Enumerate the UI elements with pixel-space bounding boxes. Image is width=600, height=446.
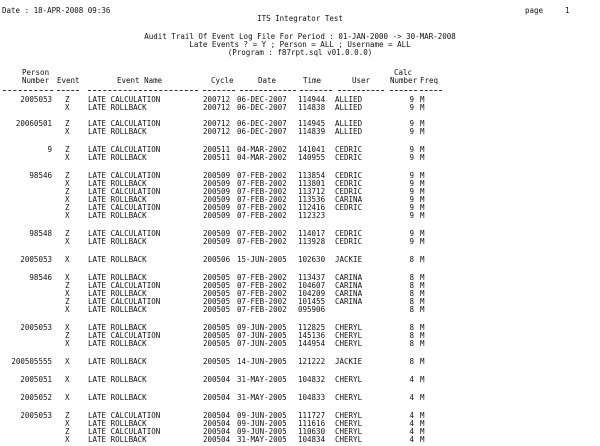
- cell-freq: M: [420, 419, 425, 428]
- table-row: [0, 154, 600, 162]
- cell-event-name: LATE CALCULATION: [88, 187, 161, 196]
- cell-date: 09-JUN-2005: [237, 419, 287, 428]
- table-row: [0, 376, 600, 384]
- cell-person-number: 200505555: [11, 357, 52, 366]
- cell-freq: M: [420, 375, 425, 384]
- cell-event-code: X: [65, 357, 70, 366]
- cell-person-number: 2005053: [20, 411, 52, 420]
- cell-calc-number: 9: [409, 179, 414, 188]
- cell-freq: M: [420, 357, 425, 366]
- cell-user: CARINA: [335, 195, 363, 204]
- cell-user: CHERYL: [335, 323, 363, 332]
- cell-time: 114838: [298, 103, 326, 112]
- header-user: User: [352, 76, 371, 85]
- cell-calc-number: 9: [409, 203, 414, 212]
- cell-event-code: X: [65, 289, 70, 298]
- cell-time: 114839: [298, 127, 326, 136]
- cell-time: 145136: [298, 331, 326, 340]
- cell-date: 07-FEB-2002: [237, 281, 287, 290]
- cell-time: 144954: [298, 339, 326, 348]
- cell-freq: M: [420, 305, 425, 314]
- rule-freq: [420, 90, 442, 91]
- cell-time: 113801: [298, 179, 326, 188]
- table-row: [0, 436, 600, 444]
- cell-person-number: 9: [47, 145, 52, 154]
- cell-user: CEDRIC: [335, 153, 363, 162]
- cell-freq: M: [420, 331, 425, 340]
- table-row: [0, 238, 600, 246]
- cell-freq: M: [420, 393, 425, 402]
- cell-cycle: 200505: [203, 339, 231, 348]
- cell-calc-number: 9: [409, 145, 414, 154]
- cell-user: CHERYL: [335, 419, 363, 428]
- cell-event-code: Z: [65, 187, 70, 196]
- cell-time: 104607: [298, 281, 326, 290]
- cell-event-name: LATE ROLLBACK: [88, 103, 147, 112]
- cell-event-name: LATE ROLLBACK: [88, 393, 147, 402]
- cell-time: 113437: [298, 273, 326, 282]
- cell-calc-number: 9: [409, 103, 414, 112]
- rule-user: [338, 90, 384, 91]
- cell-cycle: 200504: [203, 427, 231, 436]
- cell-freq: M: [420, 339, 425, 348]
- cell-date: 07-FEB-2002: [237, 211, 287, 220]
- cell-freq: M: [420, 187, 425, 196]
- cell-freq: M: [420, 103, 425, 112]
- cell-user: CHERYL: [335, 435, 363, 444]
- cell-event-name: LATE ROLLBACK: [88, 435, 147, 444]
- cell-time: 113712: [298, 187, 326, 196]
- cell-person-number: 2005051: [20, 375, 52, 384]
- cell-time: 104834: [298, 435, 326, 444]
- cell-cycle: 200511: [203, 153, 231, 162]
- cell-person-number: 98546: [29, 171, 52, 180]
- cell-event-name: LATE ROLLBACK: [88, 375, 147, 384]
- cell-freq: M: [420, 95, 425, 104]
- cell-cycle: 200505: [203, 289, 231, 298]
- cell-user: CHERYL: [335, 411, 363, 420]
- cell-date: 31-MAY-2005: [237, 375, 287, 384]
- page-label: page: [525, 6, 544, 15]
- header-freq: Freq: [420, 76, 439, 85]
- cell-event-name: LATE CALCULATION: [88, 171, 161, 180]
- cell-cycle: 200712: [203, 127, 231, 136]
- cell-date: 07-FEB-2002: [237, 171, 287, 180]
- cell-event-code: X: [65, 375, 70, 384]
- cell-user: CEDRIC: [335, 145, 363, 154]
- cell-calc-number: 4: [409, 427, 414, 436]
- report-title: ITS Integrator Test: [257, 14, 343, 23]
- cell-user: ALLIED: [335, 95, 363, 104]
- cell-event-name: LATE ROLLBACK: [88, 339, 147, 348]
- cell-cycle: 200509: [203, 229, 231, 238]
- cell-date: 07-FEB-2002: [237, 297, 287, 306]
- cell-event-code: X: [65, 435, 70, 444]
- cell-date: 09-JUN-2005: [237, 411, 287, 420]
- cell-event-code: X: [65, 127, 70, 136]
- cell-event-name: LATE CALCULATION: [88, 297, 161, 306]
- cell-calc-number: 8: [409, 289, 414, 298]
- cell-event-code: Z: [65, 171, 70, 180]
- cell-date: 07-FEB-2002: [237, 229, 287, 238]
- cell-user: CEDRIC: [335, 229, 363, 238]
- cell-event-code: Z: [65, 145, 70, 154]
- cell-calc-number: 8: [409, 281, 414, 290]
- cell-user: CEDRIC: [335, 171, 363, 180]
- header-event-name: Event Name: [117, 76, 163, 85]
- cell-event-code: X: [65, 211, 70, 220]
- cell-time: 121222: [298, 357, 326, 366]
- cell-time: 111727: [298, 411, 326, 420]
- cell-calc-number: 4: [409, 393, 414, 402]
- cell-event-name: LATE ROLLBACK: [88, 127, 147, 136]
- rule-event-name: [88, 90, 198, 91]
- cell-user: CHERYL: [335, 331, 363, 340]
- cell-cycle: 200505: [203, 331, 231, 340]
- cell-freq: M: [420, 289, 425, 298]
- cell-user: ALLIED: [335, 103, 363, 112]
- cell-calc-number: 9: [409, 237, 414, 246]
- cell-time: 104833: [298, 393, 326, 402]
- cell-person-number: 2005052: [20, 393, 52, 402]
- cell-person-number: 2005053: [20, 323, 52, 332]
- cell-user: CHERYL: [335, 375, 363, 384]
- cell-time: 112825: [298, 323, 326, 332]
- cell-date: 07-FEB-2002: [237, 187, 287, 196]
- cell-calc-number: 4: [409, 375, 414, 384]
- cell-date: 07-FEB-2002: [237, 179, 287, 188]
- cell-date: 04-MAR-2002: [237, 145, 287, 154]
- cell-time: 101455: [298, 297, 326, 306]
- cell-person-number: 20060501: [15, 119, 52, 128]
- cell-freq: M: [420, 411, 425, 420]
- cell-event-code: Z: [65, 95, 70, 104]
- cell-date: 07-JUN-2005: [237, 339, 287, 348]
- cell-date: 07-FEB-2002: [237, 237, 287, 246]
- cell-freq: M: [420, 281, 425, 290]
- cell-time: 102630: [298, 255, 326, 264]
- cell-event-name: LATE CALCULATION: [88, 229, 161, 238]
- rule-event: [57, 90, 79, 91]
- cell-calc-number: 8: [409, 297, 414, 306]
- cell-freq: M: [420, 127, 425, 136]
- cell-event-code: X: [65, 393, 70, 402]
- cell-event-name: LATE ROLLBACK: [88, 357, 147, 366]
- cell-user: CARINA: [335, 273, 363, 282]
- page-number: 1: [565, 6, 570, 15]
- cell-event-name: LATE CALCULATION: [88, 281, 161, 290]
- cell-date: 07-FEB-2002: [237, 273, 287, 282]
- cell-user: CARINA: [335, 289, 363, 298]
- cell-user: CEDRIC: [335, 179, 363, 188]
- cell-event-code: X: [65, 237, 70, 246]
- header-event: Event: [57, 76, 80, 85]
- cell-calc-number: 8: [409, 357, 414, 366]
- cell-event-code: Z: [65, 411, 70, 420]
- cell-cycle: 200509: [203, 203, 231, 212]
- cell-event-name: LATE ROLLBACK: [88, 255, 147, 264]
- cell-calc-number: 8: [409, 339, 414, 348]
- cell-calc-number: 8: [409, 323, 414, 332]
- cell-freq: M: [420, 427, 425, 436]
- cell-cycle: 200505: [203, 281, 231, 290]
- cell-freq: M: [420, 435, 425, 444]
- cell-event-code: X: [65, 103, 70, 112]
- cell-event-name: LATE CALCULATION: [88, 331, 161, 340]
- cell-date: 31-MAY-2005: [237, 393, 287, 402]
- cell-freq: M: [420, 145, 425, 154]
- cell-date: 07-FEB-2002: [237, 305, 287, 314]
- header-calc-top: Calc: [394, 68, 413, 77]
- cell-freq: M: [420, 171, 425, 180]
- cell-freq: M: [420, 153, 425, 162]
- cell-event-name: LATE CALCULATION: [88, 119, 161, 128]
- cell-event-code: X: [65, 273, 70, 282]
- cell-calc-number: 8: [409, 331, 414, 340]
- cell-event-code: X: [65, 339, 70, 348]
- cell-event-name: LATE ROLLBACK: [88, 211, 147, 220]
- cell-cycle: 200511: [203, 145, 231, 154]
- cell-person-number: 98548: [29, 229, 52, 238]
- cell-event-code: X: [65, 179, 70, 188]
- cell-event-code: Z: [65, 427, 70, 436]
- cell-date: 07-FEB-2002: [237, 195, 287, 204]
- cell-event-name: LATE ROLLBACK: [88, 273, 147, 282]
- cell-event-name: LATE CALCULATION: [88, 203, 161, 212]
- cell-freq: M: [420, 323, 425, 332]
- cell-time: 104209: [298, 289, 326, 298]
- table-row: [0, 394, 600, 402]
- cell-event-code: X: [65, 153, 70, 162]
- cell-event-code: Z: [65, 331, 70, 340]
- cell-date: 06-DEC-2007: [237, 127, 287, 136]
- cell-date: 04-MAR-2002: [237, 153, 287, 162]
- cell-date: 07-FEB-2002: [237, 289, 287, 298]
- cell-user: CEDRIC: [335, 203, 363, 212]
- cell-user: CHERYL: [335, 427, 363, 436]
- cell-user: CHERYL: [335, 339, 363, 348]
- cell-cycle: 200712: [203, 119, 231, 128]
- cell-date: 06-DEC-2007: [237, 119, 287, 128]
- header-calc-bottom: Number: [390, 76, 418, 85]
- cell-event-name: LATE CALCULATION: [88, 95, 161, 104]
- cell-time: 110630: [298, 427, 326, 436]
- rule-time: [300, 90, 332, 91]
- cell-user: ALLIED: [335, 119, 363, 128]
- cell-calc-number: 9: [409, 119, 414, 128]
- cell-person-number: 98546: [29, 273, 52, 282]
- cell-date: 09-JUN-2005: [237, 323, 287, 332]
- cell-calc-number: 8: [409, 273, 414, 282]
- cell-cycle: 200712: [203, 95, 231, 104]
- cell-event-code: Z: [65, 229, 70, 238]
- cell-calc-number: 4: [409, 419, 414, 428]
- cell-date: 14-JUN-2005: [237, 357, 287, 366]
- cell-calc-number: 9: [409, 171, 414, 180]
- cell-freq: M: [420, 297, 425, 306]
- table-row: [0, 358, 600, 366]
- cell-date: 31-MAY-2005: [237, 435, 287, 444]
- rule-calc: [390, 90, 417, 91]
- rule-date: [240, 90, 296, 91]
- cell-user: CARINA: [335, 297, 363, 306]
- cell-calc-number: 4: [409, 411, 414, 420]
- cell-cycle: 200504: [203, 375, 231, 384]
- cell-calc-number: 9: [409, 211, 414, 220]
- cell-user: ALLIED: [335, 127, 363, 136]
- report-subtitle-period: Audit Trail Of Event Log File For Period : 01-JAN-2000 -> 30-MAR-2008: [144, 32, 456, 41]
- cell-freq: M: [420, 237, 425, 246]
- cell-event-name: LATE CALCULATION: [88, 145, 161, 154]
- cell-cycle: 200505: [203, 323, 231, 332]
- cell-user: CHERYL: [335, 393, 363, 402]
- cell-freq: M: [420, 211, 425, 220]
- cell-calc-number: 9: [409, 95, 414, 104]
- cell-date: 06-DEC-2007: [237, 103, 287, 112]
- cell-time: 112416: [298, 203, 326, 212]
- table-row: [0, 256, 600, 264]
- cell-user: JACKIE: [335, 255, 363, 264]
- cell-person-number: 2005053: [20, 255, 52, 264]
- cell-event-name: LATE ROLLBACK: [88, 323, 147, 332]
- cell-cycle: 200506: [203, 255, 231, 264]
- cell-event-name: LATE ROLLBACK: [88, 195, 147, 204]
- cell-date: 09-JUN-2005: [237, 427, 287, 436]
- cell-freq: M: [420, 203, 425, 212]
- cell-cycle: 200505: [203, 297, 231, 306]
- report-subtitle-program: (Program : f87rpt.sql v01.0.0.0): [227, 48, 373, 57]
- cell-event-name: LATE ROLLBACK: [88, 179, 147, 188]
- cell-event-name: LATE CALCULATION: [88, 427, 161, 436]
- cell-date: 07-JUN-2005: [237, 331, 287, 340]
- cell-calc-number: 9: [409, 229, 414, 238]
- cell-cycle: 200509: [203, 179, 231, 188]
- cell-calc-number: 9: [409, 187, 414, 196]
- cell-date: 07-FEB-2002: [237, 203, 287, 212]
- cell-time: 114017: [298, 229, 326, 238]
- cell-event-code: X: [65, 305, 70, 314]
- cell-event-code: Z: [65, 203, 70, 212]
- cell-event-code: X: [65, 255, 70, 264]
- cell-time: 141041: [298, 145, 326, 154]
- cell-event-code: Z: [65, 119, 70, 128]
- cell-event-name: LATE ROLLBACK: [88, 305, 147, 314]
- cell-freq: M: [420, 195, 425, 204]
- cell-user: CEDRIC: [335, 237, 363, 246]
- cell-user: CARINA: [335, 281, 363, 290]
- cell-cycle: 200509: [203, 195, 231, 204]
- cell-event-name: LATE ROLLBACK: [88, 419, 147, 428]
- cell-date: 06-DEC-2007: [237, 95, 287, 104]
- cell-cycle: 200509: [203, 171, 231, 180]
- cell-freq: M: [420, 255, 425, 264]
- cell-cycle: 200712: [203, 103, 231, 112]
- cell-cycle: 200505: [203, 357, 231, 366]
- cell-time: 114945: [298, 119, 326, 128]
- header-person-top: Person: [22, 68, 50, 77]
- table-row: [0, 340, 600, 348]
- cell-event-name: LATE ROLLBACK: [88, 237, 147, 246]
- cell-user: JACKIE: [335, 357, 363, 366]
- cell-calc-number: 9: [409, 195, 414, 204]
- cell-event-code: X: [65, 195, 70, 204]
- header-time: Time: [303, 76, 322, 85]
- cell-time: 104832: [298, 375, 326, 384]
- rule-person: [3, 90, 53, 91]
- cell-date: 15-JUN-2005: [237, 255, 287, 264]
- cell-cycle: 200505: [203, 305, 231, 314]
- cell-time: 113854: [298, 171, 326, 180]
- cell-calc-number: 8: [409, 305, 414, 314]
- cell-cycle: 200504: [203, 393, 231, 402]
- rule-cycle: [203, 90, 235, 91]
- header-person-bottom: Number: [22, 76, 50, 85]
- table-row: [0, 104, 600, 112]
- cell-time: 113928: [298, 237, 326, 246]
- cell-event-name: LATE ROLLBACK: [88, 289, 147, 298]
- cell-calc-number: 8: [409, 255, 414, 264]
- cell-event-code: Z: [65, 297, 70, 306]
- cell-event-code: X: [65, 323, 70, 332]
- cell-freq: M: [420, 179, 425, 188]
- cell-time: 114944: [298, 95, 326, 104]
- cell-person-number: 2005053: [20, 95, 52, 104]
- cell-time: 111616: [298, 419, 326, 428]
- cell-freq: M: [420, 229, 425, 238]
- cell-event-name: LATE ROLLBACK: [88, 153, 147, 162]
- cell-time: 113536: [298, 195, 326, 204]
- cell-calc-number: 9: [409, 153, 414, 162]
- cell-calc-number: 4: [409, 435, 414, 444]
- cell-freq: M: [420, 273, 425, 282]
- cell-time: 095906: [298, 305, 326, 314]
- cell-cycle: 200504: [203, 411, 231, 420]
- report-subtitle-filters: Late Events ? = Y ; Person = ALL ; Username = ALL: [189, 40, 411, 49]
- cell-user: CEDRIC: [335, 187, 363, 196]
- report-date: Date : 18-APR-2008 09:36: [2, 6, 111, 15]
- cell-time: 140955: [298, 153, 326, 162]
- cell-cycle: 200505: [203, 273, 231, 282]
- cell-cycle: 200509: [203, 237, 231, 246]
- cell-cycle: 200509: [203, 187, 231, 196]
- cell-cycle: 200504: [203, 435, 231, 444]
- table-row: [0, 128, 600, 136]
- cell-event-code: Z: [65, 281, 70, 290]
- table-row: [0, 306, 600, 314]
- header-cycle: Cycle: [211, 76, 234, 85]
- header-date: Date: [258, 76, 277, 85]
- table-row: [0, 212, 600, 220]
- cell-event-name: LATE CALCULATION: [88, 411, 161, 420]
- cell-cycle: 200509: [203, 211, 231, 220]
- cell-freq: M: [420, 119, 425, 128]
- cell-event-code: X: [65, 419, 70, 428]
- cell-cycle: 200504: [203, 419, 231, 428]
- cell-calc-number: 9: [409, 127, 414, 136]
- cell-time: 112323: [298, 211, 326, 220]
